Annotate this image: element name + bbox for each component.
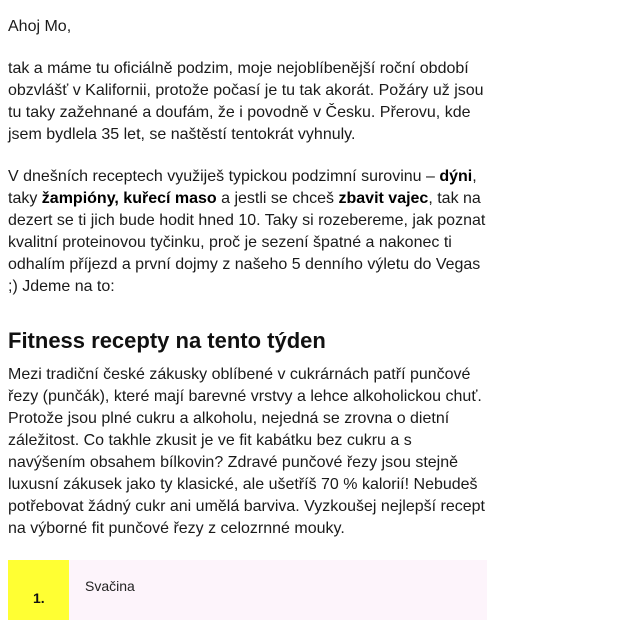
greeting: Ahoj Mo, (8, 18, 72, 35)
section-description: Mezi tradiční české zákusky oblíbené v cukrárnách patří punčové řezy (punčák), které mají barevné vrstvy a lehce alkoholickou chuť. Protože jsou plné cukru a alkoholu, nejedná se zrovna o dietní záležitost. Co takhle zkusit je ve fit kabátku bez cukru a s navýšením obsahem bílkovin? Zdravé punčové řezy jsou stejně luxusní zákusek jako ty klasické, ale ušetříš 70 % kalorií! Nebudeš potřebovat žádný cukr ani umělá barviva. Vyzkoušej nejlepší recept na výborné fit punčové řezy z celozrnné mouky. (8, 366, 485, 537)
recipes-intro-text: a jestli se chceš (216, 190, 339, 207)
recipe-number-box (8, 560, 69, 620)
recipe-category: Svačina (85, 578, 135, 594)
section-heading: Fitness recepty na tento týden (8, 328, 326, 353)
recipe-card[interactable] (8, 560, 487, 620)
recipes-intro-text: , taky (8, 168, 477, 207)
highlight-pumpkin: dýni (439, 168, 473, 185)
highlight-eggs: zbavit vajec (338, 190, 429, 207)
recipe-number: 1. (33, 590, 45, 606)
recipes-intro-text: V dnešních receptech využiješ typickou podzimní surovinu – (8, 168, 440, 185)
highlight-mushrooms-chicken: žampióny, kuřecí maso (41, 190, 217, 207)
recipes-intro-text: , tak na dezert se ti jich bude hodit hned 10. Taky si rozebereme, jak poznat kvalitní proteinovou tyčinku, proč je sezení špatné a nakonec ti odhalím příjezd a první dojmy z našeho 5 denního výletu do Vegas ;) Jdeme na to: (8, 190, 486, 295)
intro-paragraph: tak a máme tu oficiálně podzim, moje nejoblíbenější roční období obzvlášť v Kalifornii, protože počasí je tu tak akorát. Požáry už jsou tu taky zažehnané a doufám, že i povodně v Česku. Přerovu, kde jsem bydlela 35 let, se naštěstí tentokrát vyhnuly. (8, 60, 484, 143)
recipes-intro-paragraph (8, 166, 488, 298)
